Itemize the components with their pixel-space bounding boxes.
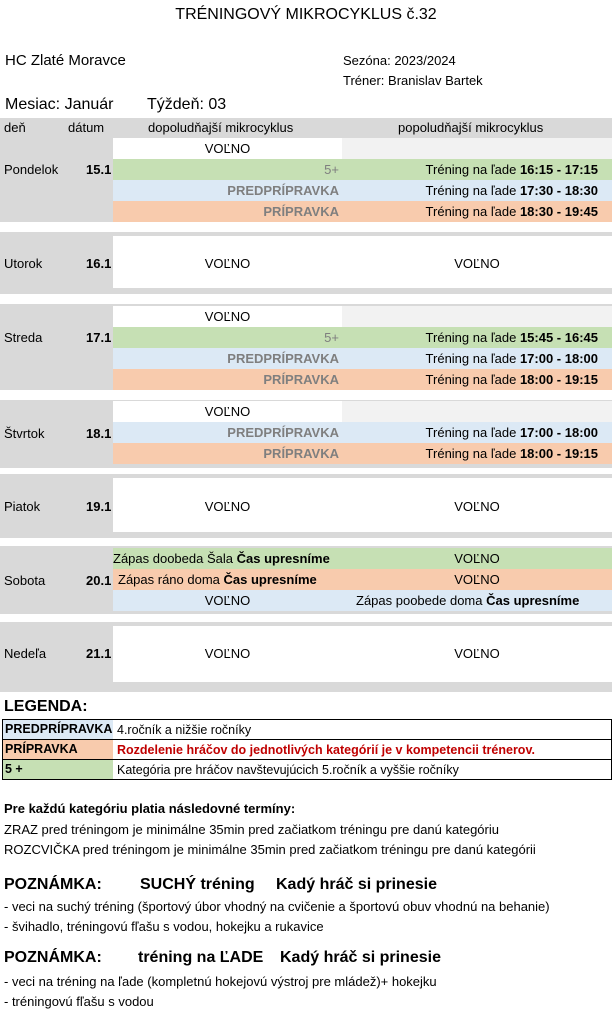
note-label: POZNÁMKA: [4,949,102,966]
day-date: 17.1 [86,330,112,345]
match-text: Zápas ráno doma [118,572,220,587]
club-name: HC Zlaté Moravce [5,52,126,69]
category-5plus: 5+ [113,159,342,180]
day-name: Nedeľa [4,646,47,661]
free-label: VOĽNO [113,401,342,422]
note-item: - veci na suchý tréning (športový úbor vhodný na cvičenie a športovú obuv vhodnú na behanie) [4,899,550,914]
ice-training [342,369,612,390]
note-bring: Kadý hráč si prinesie [276,876,437,893]
note-item: - švihadlo, tréningovú fľašu s vodou, hokejku a rukavice [4,919,324,934]
ice-label: Tréning na ľade [425,330,517,345]
legend-text: Kategória pre hráčov navštevujúcich 5.ročník a vyššie ročníky [117,763,459,777]
rules-heading: Pre každú kategóriu platia následovné termíny: [4,801,296,816]
time: 18:30 - 19:45 [519,204,598,219]
free-label: VOĽNO [342,569,612,590]
note-title: SUCHÝ tréning [140,876,255,893]
free-label: VOĽNO [113,138,342,159]
day-date: 20.1 [86,573,112,588]
legend-row [3,720,611,740]
legend-text: 4.ročník a nižšie ročníky [117,723,252,737]
header-afternoon: popoludňajší mikrocyklus [398,120,544,135]
free-label: VOĽNO [204,646,251,661]
header-date: dátum [68,120,105,135]
time: 17:30 - 18:30 [519,183,598,198]
header-morning: dopoludňajší mikrocyklus [148,120,294,135]
ice-label: Tréning na ľade [425,446,517,461]
ice-training [342,348,612,369]
free-label: VOĽNO [113,590,342,611]
ice-training [342,327,612,348]
legend-title: LEGENDA: [4,698,88,715]
free-label: VOĽNO [454,646,500,661]
page-title: TRÉNINGOVÝ MIKROCYKLUS č.32 [175,6,437,23]
match-text: Zápas poobede doma [356,593,483,608]
ice-training [342,180,612,201]
time: 17:00 - 18:00 [519,425,598,440]
ice-label: Tréning na ľade [425,183,517,198]
match-row [113,548,342,569]
time: 17:00 - 18:00 [519,351,598,366]
legend-row [3,740,611,760]
free-label: VOĽNO [204,256,251,271]
empty-cell [342,401,612,422]
note-label: POZNÁMKA: [4,876,102,893]
empty-cell [342,138,612,159]
note-item: - veci na tréning na ľade (kompletnú hokejovú výstroj pre mládež)+ hokejku [4,974,437,989]
legend-text: Rozdelenie hráčov do jednotlivých kategórií je v kompetencii trénerov. [117,743,535,757]
category-pripravka: PRÍPRAVKA [113,201,342,222]
ice-training [342,201,612,222]
free-label: VOĽNO [454,499,500,514]
legend-row [3,760,611,780]
day-date: 21.1 [86,646,112,661]
empty-cell [342,306,612,327]
ice-label: Tréning na ľade [425,425,517,440]
category-5plus: 5+ [113,327,342,348]
legend-label: PREDPRÍPRAVKA [3,720,113,739]
season: Sezóna: 2023/2024 [343,53,456,68]
month: Mesiac: Január [5,96,114,113]
day-date: 15.1 [86,162,112,177]
day-date: 16.1 [86,256,112,271]
legend-label: PRÍPRAVKA [3,740,113,759]
note-bring: Kadý hráč si prinesie [280,949,441,966]
rules-line: ZRAZ pred tréningom je minimálne 35min pred začiatkom tréningu pre danú kategóriu [4,822,499,837]
day-name: Streda [4,330,43,345]
legend-table [2,719,612,780]
day-name: Pondelok [4,162,59,177]
match-row [342,590,612,611]
note-title: tréning na ĽADE [138,949,264,966]
coach: Tréner: Branislav Bartek [343,73,483,88]
free-label: VOĽNO [342,548,612,569]
note-item: - tréningovú fľašu s vodou [4,994,154,1009]
category-predpripravka: PREDPRÍPRAVKA [113,422,342,443]
match-time: Čas upresníme [236,551,330,566]
time: 18:00 - 19:15 [519,372,598,387]
week: Týždeň: 03 [147,96,227,113]
time: 18:00 - 19:15 [519,446,598,461]
ice-training [342,443,612,464]
match-row [113,569,342,590]
category-pripravka: PRÍPRAVKA [113,443,342,464]
rules-line: ROZCVIČKA pred tréningom je minimálne 35min pred začiatkom tréningu pre danú kategórii [4,842,536,857]
day-name: Sobota [4,573,46,588]
day-name: Utorok [4,256,43,271]
ice-label: Tréning na ľade [425,204,517,219]
ice-training [342,422,612,443]
header-day: deň [4,120,26,135]
time: 16:15 - 17:15 [519,162,598,177]
category-predpripravka: PREDPRÍPRAVKA [113,348,342,369]
day-date: 18.1 [86,426,112,441]
ice-label: Tréning na ľade [425,372,517,387]
ice-label: Tréning na ľade [425,162,517,177]
legend-label: 5 + [3,760,113,779]
day-name: Štvrtok [4,426,45,441]
free-label: VOĽNO [113,306,342,327]
day-date: 19.1 [86,499,112,514]
time: 15:45 - 16:45 [519,330,598,345]
match-time: Čas upresníme [486,593,580,608]
ice-training [342,159,612,180]
ice-label: Tréning na ľade [425,351,517,366]
day-name: Piatok [4,499,41,514]
match-time: Čas upresníme [223,572,317,587]
free-label: VOĽNO [454,256,500,271]
category-pripravka: PRÍPRAVKA [113,369,342,390]
match-text: Zápas doobeda Šala [113,551,233,566]
category-predpripravka: PREDPRÍPRAVKA [113,180,342,201]
free-label: VOĽNO [204,499,251,514]
